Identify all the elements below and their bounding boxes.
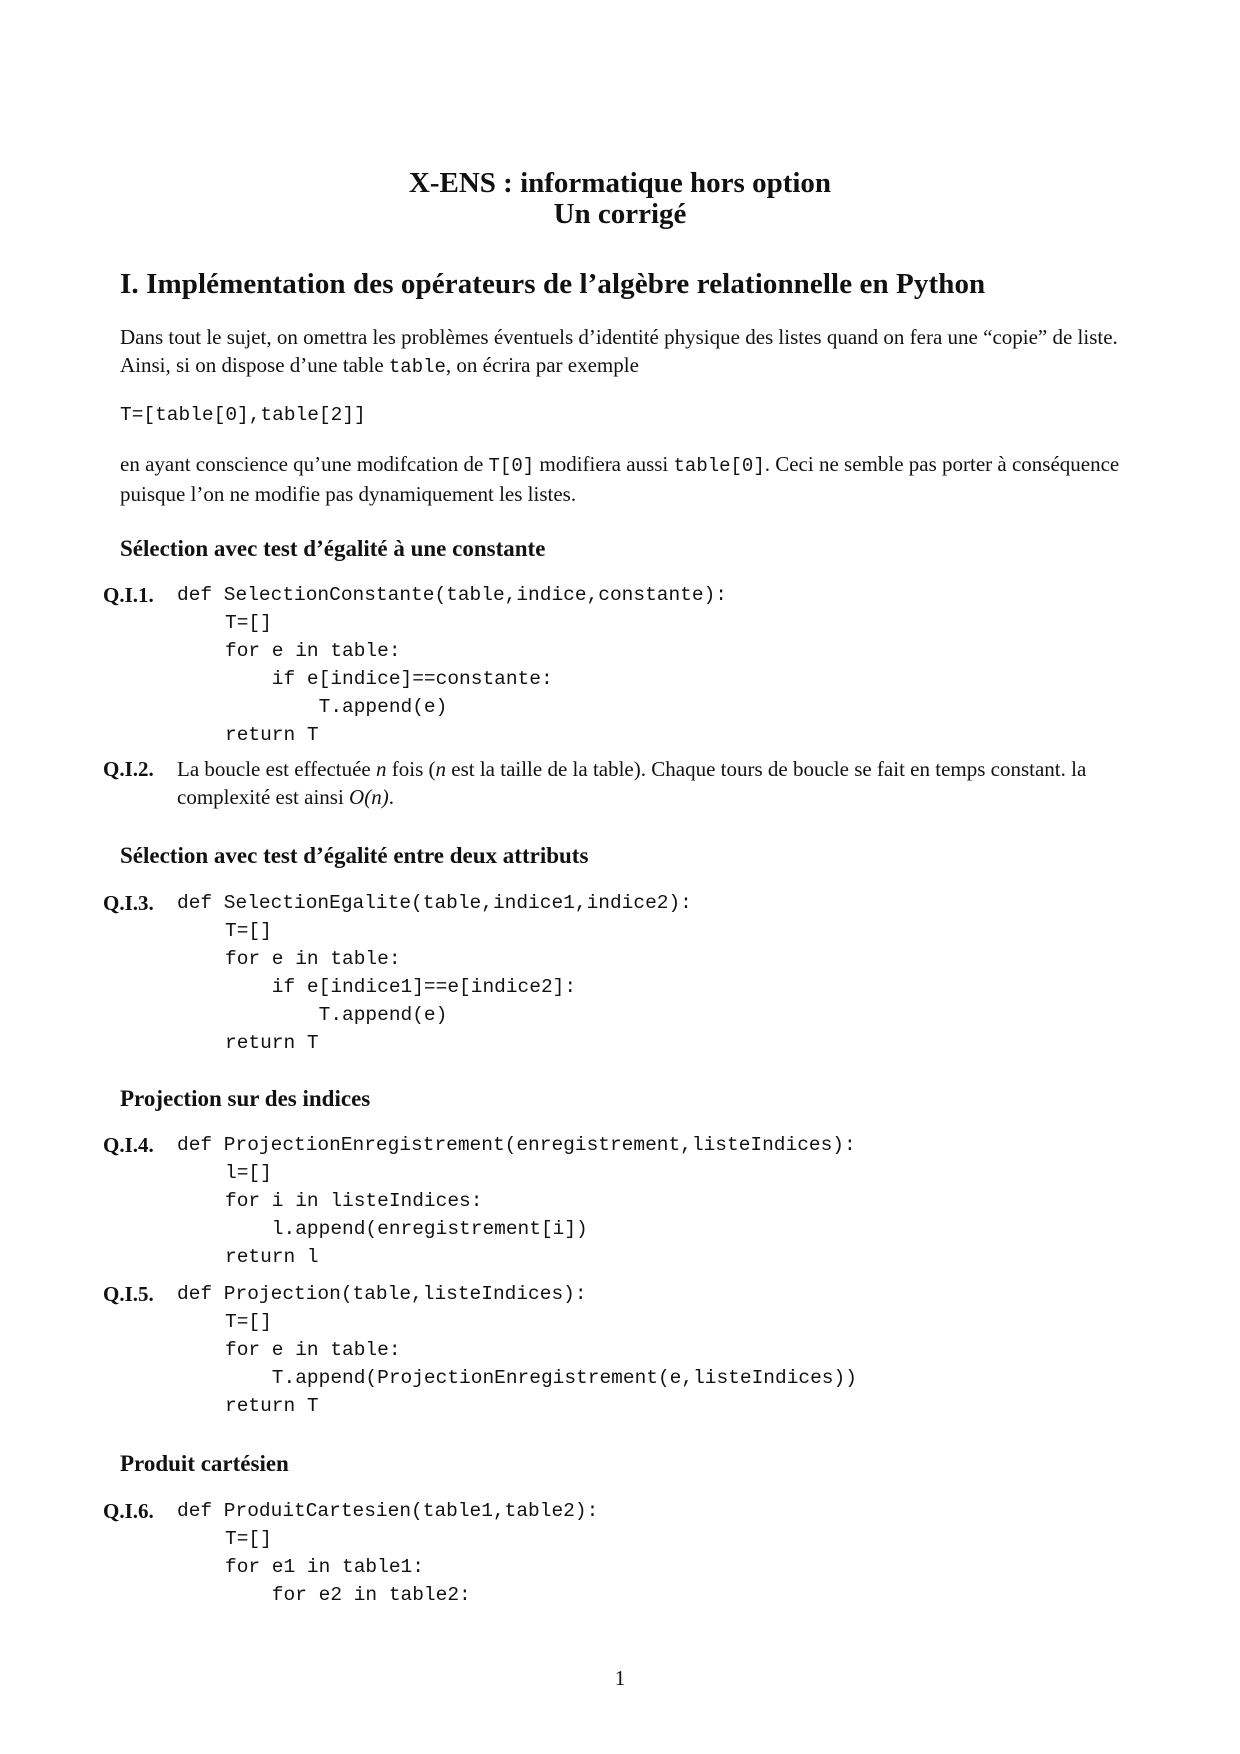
intro-paragraph-1 bbox=[120, 323, 1130, 381]
code-line: return T bbox=[225, 1032, 319, 1054]
document-title bbox=[0, 168, 1240, 230]
code-line: def SelectionConstante(table,indice,constante): bbox=[177, 584, 727, 606]
subsection-heading: Sélection avec test d’égalité à une constante bbox=[120, 536, 546, 561]
section-heading: I. Implémentation des opérateurs de l’algèbre relationnelle en Python bbox=[120, 268, 986, 300]
answer-text-part: . bbox=[388, 785, 394, 809]
code-line: for e in table: bbox=[225, 1339, 401, 1361]
question-label: Q.I.5. bbox=[103, 1282, 154, 1306]
code-line: if e[indice1]==e[indice2]: bbox=[225, 976, 577, 998]
code-line: T.append(ProjectionEnregistrement(e,listeIndices)) bbox=[225, 1367, 857, 1389]
intro-text: Dans tout le sujet, on omettra les problèmes éventuels d’identité physique des listes quand on fera une “copie” de liste. Ainsi, si on dispose d’une table bbox=[120, 325, 1118, 377]
answer-text-part: est la taille de la table). Chaque tours de boucle se fait en temps constant. la complexité est ainsi bbox=[177, 757, 1087, 809]
intro-text: en ayant conscience qu’une modifcation de bbox=[120, 452, 489, 476]
code-line: T=[] bbox=[225, 1528, 272, 1550]
code-line: return T bbox=[225, 724, 319, 746]
code-line: for e1 in table1: bbox=[225, 1556, 424, 1578]
code-line: return l bbox=[225, 1246, 319, 1268]
code-line: def Projection(table,listeIndices): bbox=[177, 1283, 587, 1305]
subsection-heading: Projection sur des indices bbox=[120, 1086, 371, 1111]
code-line: T=[] bbox=[225, 612, 272, 634]
code-line: for e in table: bbox=[225, 640, 401, 662]
intro-text: . Ceci ne semble pas porter à conséquence puisque l’on ne modifie pas dynamiquement les listes. bbox=[120, 452, 1120, 506]
code-line: for i in listeIndices: bbox=[225, 1190, 483, 1212]
intro-text: modifiera aussi bbox=[534, 452, 674, 476]
code-line: def SelectionEgalite(table,indice1,indice2): bbox=[177, 892, 692, 914]
math-complexity: O(n) bbox=[349, 785, 389, 809]
math-variable: n bbox=[435, 757, 446, 781]
page-number: 1 bbox=[614, 1666, 626, 1690]
question-label: Q.I.2. bbox=[103, 757, 154, 781]
code-line: l.append(enregistrement[i]) bbox=[225, 1218, 588, 1240]
code-line: T.append(e) bbox=[225, 696, 448, 718]
question-label: Q.I.1. bbox=[103, 583, 154, 607]
title-line-2: Un corrigé bbox=[553, 198, 687, 230]
answer-text bbox=[177, 755, 1137, 811]
code-line: def ProjectionEnregistrement(enregistrement,listeIndices): bbox=[177, 1134, 856, 1156]
answer-text-part: fois ( bbox=[386, 757, 436, 781]
intro-text: , on écrira par exemple bbox=[445, 353, 639, 377]
answer-text-part: La boucle est effectuée bbox=[177, 757, 376, 781]
code-line: T.append(e) bbox=[225, 1004, 448, 1026]
math-variable: n bbox=[376, 757, 387, 781]
subsection-heading: Sélection avec test d’égalité entre deux attributs bbox=[120, 843, 589, 868]
code-line: l=[] bbox=[225, 1162, 272, 1184]
inline-code: T[0] bbox=[488, 455, 535, 477]
intro-paragraph-2 bbox=[120, 450, 1130, 508]
code-line: return T bbox=[225, 1395, 319, 1417]
subsection-heading: Produit cartésien bbox=[120, 1451, 289, 1476]
question-label: Q.I.4. bbox=[103, 1133, 154, 1157]
question-label: Q.I.6. bbox=[103, 1499, 154, 1523]
code-line: def ProduitCartesien(table1,table2): bbox=[177, 1500, 599, 1522]
code-line: for e2 in table2: bbox=[225, 1584, 471, 1606]
code-line: if e[indice]==constante: bbox=[225, 668, 553, 690]
code-line: for e in table: bbox=[225, 948, 401, 970]
inline-code: table bbox=[388, 356, 446, 378]
code-line: T=[] bbox=[225, 920, 272, 942]
example-code: T=[table[0],table[2]] bbox=[120, 404, 366, 426]
inline-code: table[0] bbox=[673, 455, 765, 477]
title-line-1: X-ENS : informatique hors option bbox=[408, 167, 832, 199]
question-label: Q.I.3. bbox=[103, 891, 154, 915]
code-line: T=[] bbox=[225, 1311, 272, 1333]
